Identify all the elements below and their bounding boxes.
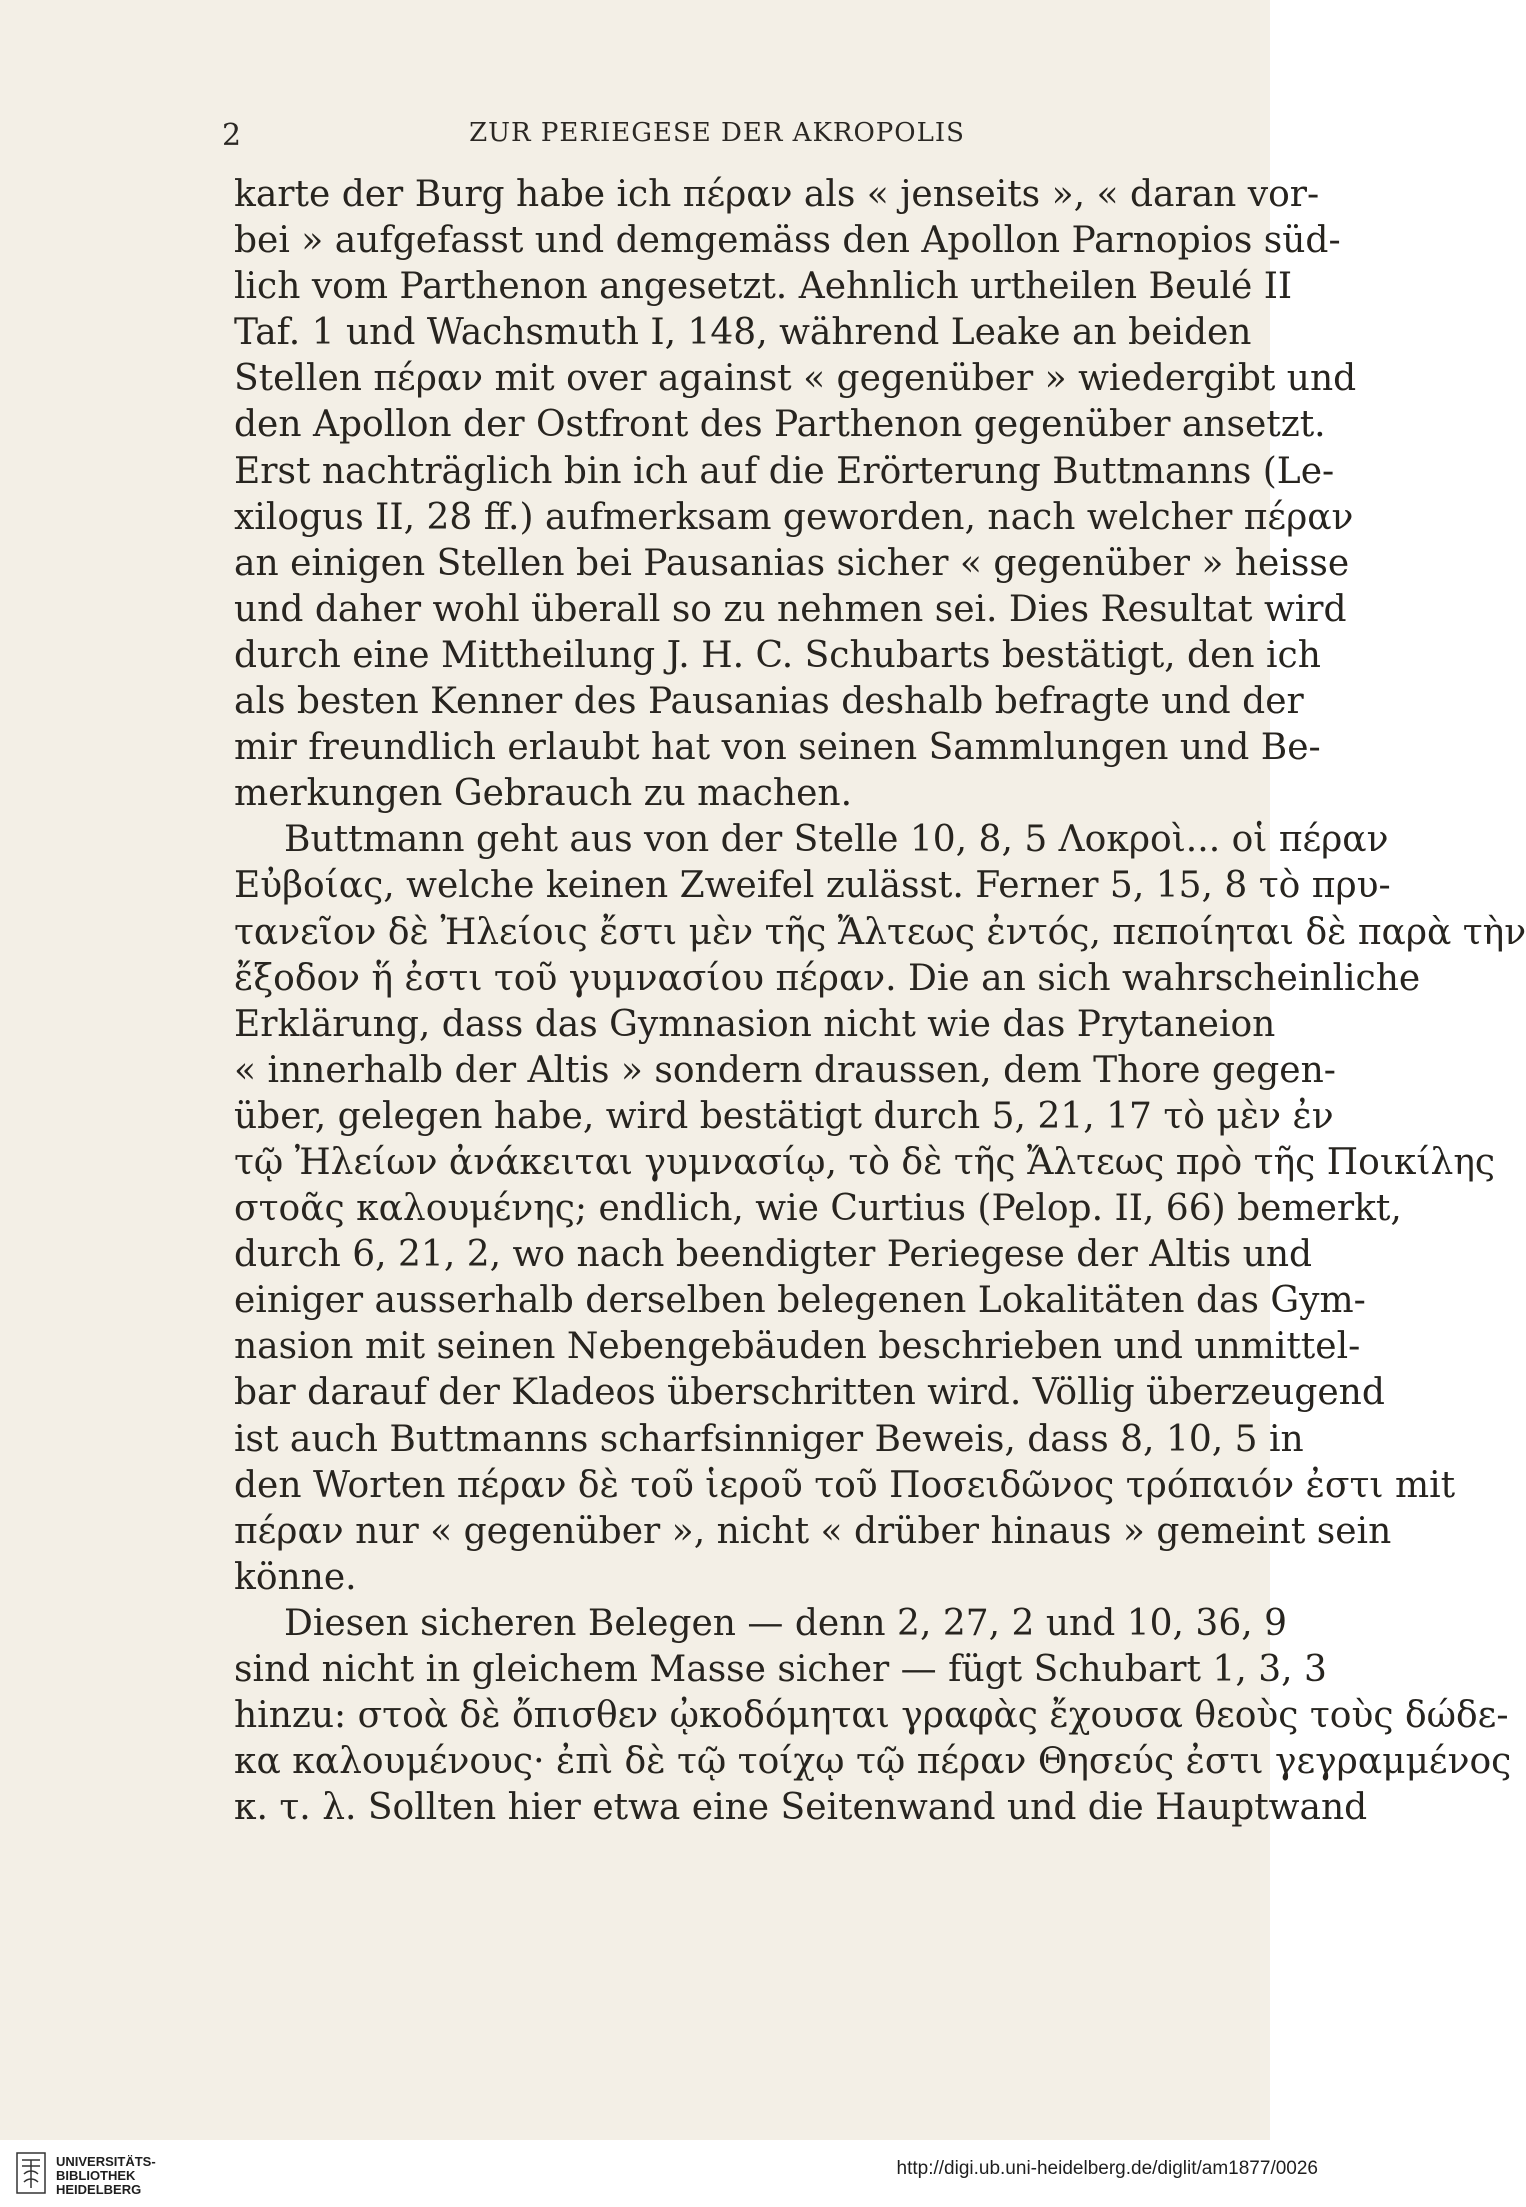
footer-bar: [0, 2140, 1334, 2207]
text-line: karte der Burg habe ich πέραν als « jenseits », « daran vor-: [234, 174, 1320, 215]
text-line: sind nicht in gleichem Masse sicher — fügt Schubart 1, 3, 3: [234, 1649, 1327, 1690]
text-line: Buttmann geht aus von der Stelle 10, 8, 5 Λοκροὶ... οἱ πέραν: [284, 819, 1389, 861]
text-line: als besten Kenner des Pausanias deshalb befragte und der: [234, 681, 1304, 723]
text-line: στοᾶς καλουμένης; endlich, wie Curtius (Pelop. II, 66) bemerkt,: [234, 1188, 1402, 1230]
text-line: den Worten πέραν δὲ τοῦ ἱεροῦ τοῦ Ποσειδῶνος τρόπαιόν ἐστι mit: [234, 1464, 1456, 1506]
text-line: « innerhalb der Altis » sondern draussen, dem Thore gegen-: [234, 1049, 1336, 1091]
text-line: ἔξοδον ἥ ἐστι τοῦ γυμνασίου πέραν. Die an sich wahrscheinliche: [234, 957, 1421, 999]
text-line: bei » aufgefasst und demgemäss den Apollon Parnopios süd-: [234, 220, 1341, 262]
text-line: hinzu: στοὰ δὲ ὄπισθεν ᾠκοδόμηται γραφὰς ἔχουσα θεοὺς τοὺς δώδε-: [234, 1695, 1509, 1737]
logo-line: UNIVERSITÄTS-: [56, 2154, 156, 2169]
logo-line: HEIDELBERG: [56, 2182, 142, 2197]
text-line: nasion mit seinen Nebengebäuden beschrieben und unmittel-: [234, 1326, 1361, 1368]
text-line: könne.: [234, 1556, 357, 1598]
university-logo-icon: [16, 2152, 46, 2194]
text-line: xilogus II, 28 ff.) aufmerksam geworden, nach welcher πέραν: [234, 496, 1354, 538]
text-line: κα καλουμένους· ἐπὶ δὲ τῷ τοίχῳ τῷ πέραν Θησεύς ἐστι γεγραμμένος: [234, 1741, 1512, 1783]
text-line: Erst nachträglich bin ich auf die Erörterung Buttmanns (Le-: [234, 450, 1335, 492]
text-line: lich vom Parthenon angesetzt. Aehnlich urtheilen Beulé II: [234, 266, 1293, 308]
text-line: πέραν nur « gegenüber », nicht « drüber hinaus » gemeint sein: [234, 1510, 1392, 1552]
text-line: κ. τ. λ. Sollten hier etwa eine Seitenwand und die Hauptwand: [234, 1787, 1368, 1829]
text-line: Diesen sicheren Belegen — denn 2, 27, 2 und 10, 36, 9: [284, 1602, 1288, 1644]
logo-line: BIBLIOTHEK: [56, 2168, 136, 2183]
source-url-link[interactable]: http://digi.ub.uni-heidelberg.de/diglit/am1877/0026: [896, 2158, 1318, 2179]
page-number: 2: [222, 118, 242, 153]
text-line: τανεῖον δὲ Ἠλείοις ἔστι μὲν τῆς Ἄλτεως ἐντός, πεποίηται δὲ παρὰ τὴν: [234, 911, 1526, 953]
text-line: einiger ausserhalb derselben belegenen Lokalitäten das Gym-: [234, 1280, 1366, 1322]
text-line: τῷ Ἠλείων ἀνάκειται γυμνασίῳ, τὸ δὲ τῆς Ἄλτεως πρὸ τῆς Ποικίλης: [234, 1141, 1496, 1183]
library-logo-text: [56, 2155, 156, 2197]
text-line: bar darauf der Kladeos überschritten wird. Völlig überzeugend: [234, 1372, 1385, 1414]
text-line: ist auch Buttmanns scharfsinniger Beweis, dass 8, 10, 5 in: [234, 1418, 1304, 1460]
text-line: Taf. 1 und Wachsmuth I, 148, während Leake an beiden: [234, 312, 1252, 354]
text-line: Erklärung, dass das Gymnasion nicht wie das Prytaneion: [234, 1003, 1276, 1045]
text-line: an einigen Stellen bei Pausanias sicher « gegenüber » heisse: [234, 542, 1350, 584]
running-title: ZUR PERIEGESE DER AKROPOLIS: [469, 118, 965, 148]
page-header: [222, 118, 1212, 158]
text-line: Stellen πέραν mit over against « gegenüber » wiedergibt und: [234, 358, 1357, 400]
text-line: und daher wohl überall so zu nehmen sei. Dies Resultat wird: [234, 588, 1347, 630]
text-line: über, gelegen habe, wird bestätigt durch 5, 21, 17 τὸ μὲν ἐν: [234, 1095, 1334, 1137]
text-line: mir freundlich erlaubt hat von seinen Sammlungen und Be-: [234, 727, 1321, 769]
text-line: den Apollon der Ostfront des Parthenon gegenüber ansetzt.: [234, 404, 1326, 446]
text-line: durch eine Mittheilung J. H. C. Schubarts bestätigt, den ich: [234, 634, 1321, 676]
body-text: [234, 172, 1526, 1831]
text-line: Εὐβοίας, welche keinen Zweifel zulässt. Ferner 5, 15, 8 τὸ πρυ-: [234, 865, 1391, 907]
text-line: merkungen Gebrauch zu machen.: [234, 773, 853, 815]
text-line: durch 6, 21, 2, wo nach beendigter Periegese der Altis und: [234, 1234, 1313, 1276]
